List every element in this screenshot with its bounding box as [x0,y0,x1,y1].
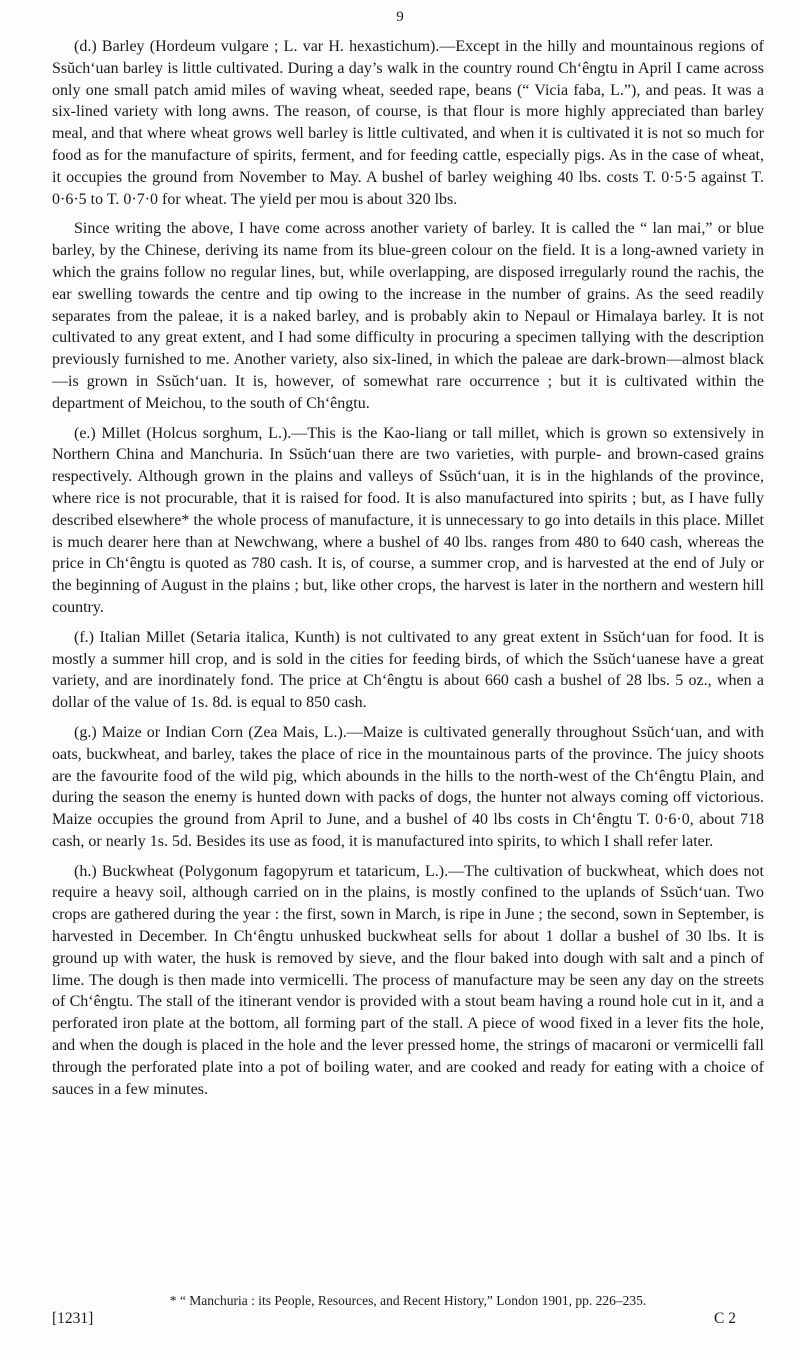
body-text [52,36,764,1100]
page-number: 9 [396,9,404,25]
paragraph-buckwheat: (h.) Buckwheat (Polygonum fagopyrum et tataricum, L.).—The cultivation of buckwheat, which does not require a heavy soil, although carried on in the plains, is mostly confined to the uplands of Ssŭch‘uan. Two crops are gathered during the year : the first, sown in March, is ripe in June ; the second, sown in September, is harvested in December. In Ch‘êngtu unhusked buckwheat sells for about 1 dollar a bushel of 30 lbs. It is ground up with water, the husk is removed by sieve, and the flour baked into dough with salt and a pinch of lime. The dough is then made into vermicelli. The process of manufacture may be seen any day on the streets of Ch‘êngtu. The stall of the itinerant vendor is provided with a stout beam having a round hole cut in it, and a perforated iron plate at the bottom, all forming part of the stall. A piece of wood fixed in a lever fits the hole, and when the dough is placed in the hole and the lever pressed home, the strings of macaroni or vermicelli fall through the perforated plate into a pot of boiling water, and are cooked and ready for eating with a choice of sauces in a few minutes. [52,862,764,1098]
paragraph-barley-continued: Since writing the above, I have come across another variety of barley. It is called the “ lan mai,” or blue barley, by the Chinese, deriving its name from its blue-green colour on the field. It is a long-awned variety in which the grains follow no regular lines, but, while overlapping, are disposed irregularly round the rachis, the ear swelling towards the centre and tip owing to the increase in the number of grains. As the seed readily separates from the paleae, it is a naked barley, and is probably akin to Nepaul or Himalaya barley. It is not cultivated to any great extent, and I had some difficulty in procuring a specimen tallying with the description previously furnished to me. Another variety, also six-lined, in which the paleae are dark-brown—almost black—is grown in Ssŭch‘uan. It is, however, of somewhat rare occurrence ; but it is cultivated within the department of Meichou, to the south of Ch‘êngtu. [52,220,764,412]
page-footer [52,1310,764,1328]
paragraph-maize: (g.) Maize or Indian Corn (Zea Mais, L.).—Maize is cultivated generally throughout Ssŭch‘uan, and with oats, buckwheat, and barley, takes the place of rice in the mountainous parts of the province. The juicy shoots are the favourite food of the wild pig, which abounds in the hills to the north-west of the Ch‘êngtu Plain, and during the season the enemy is hunted down with packs of dogs, the hunter not always coming off victorious. Maize occupies the ground from April to June, and a bushel of 40 lbs costs in Ch‘êngtu T. 0·6·0, about 718 cash, or nearly 1s. 5d. Besides its use as food, it is manufactured into spirits, to which I shall refer later. [52,723,764,850]
print-code: [1231] [52,1310,94,1327]
paragraph-barley: (d.) Barley (Hordeum vulgare ; L. var H. hexastichum).—Except in the hilly and mountainous regions of Ssŭch‘uan barley is little cultivated. During a day’s walk in the country round Ch‘êngtu in April I came across only one small patch amid miles of waving wheat, seeded rape, beans (“ Vicia faba, L.”), and peas. It was a six-lined variety with long awns. The reason, of course, is that flour is more highly appreciated than barley meal, and that where wheat grows well barley is little cultivated, and when it is cultivated it is not so much for food as for the manufacture of spirits, ferment, and for feeding cattle, especially pigs. As in the case of wheat, it occupies the ground from November to May. A bushel of barley weighing 40 lbs. costs T. 0·5·5 against T. 0·6·5 to T. 0·7·0 for wheat. The yield per mou is about 320 lbs. [52,38,764,208]
signature-mark: C 2 [714,1310,736,1327]
paragraph-italian-millet: (f.) Italian Millet (Setaria italica, Kunth) is not cultivated to any great extent in Ssŭch‘uan for food. It is mostly a summer hill crop, and is sold in the cities for feeding birds, of which the Ssŭch‘uanese have a great variety, and are inordinately fond. The price at Ch‘êngtu is about 660 cash a bushel of 28 lbs. 5 oz., when a dollar of the value of 1s. 8d. is equal to 850 cash. [52,628,764,712]
paragraph-millet: (e.) Millet (Holcus sorghum, L.).—This is the Kao-liang or tall millet, which is grown so extensively in Northern China and Manchuria. In Ssŭch‘uan there are two varieties, with purple- and brown-cased grains respectively. Although grown in the plains and valleys of Ssŭch‘uan, it is in the highlands of the province, where rice is not procurable, that it is raised for food. It is also manufactured into spirits ; but, as I have fully described elsewhere* the whole process of manufacture, it is unnecessary to go into details in this place. Millet is much dearer here than at Newchwang, where a bushel of 40 lbs. ranges from 480 to 640 cash, whereas the price in Ch‘êngtu is quoted as 780 cash. It is, of course, a summer crop, and is harvested at the end of July or the beginning of August in the plains ; but, like other crops, the harvest is later in the northern and western hill country. [52,424,764,616]
footnote: * “ Manchuria : its People, Resources, and Recent History,” London 1901, pp. 226–235. [169,1293,647,1308]
